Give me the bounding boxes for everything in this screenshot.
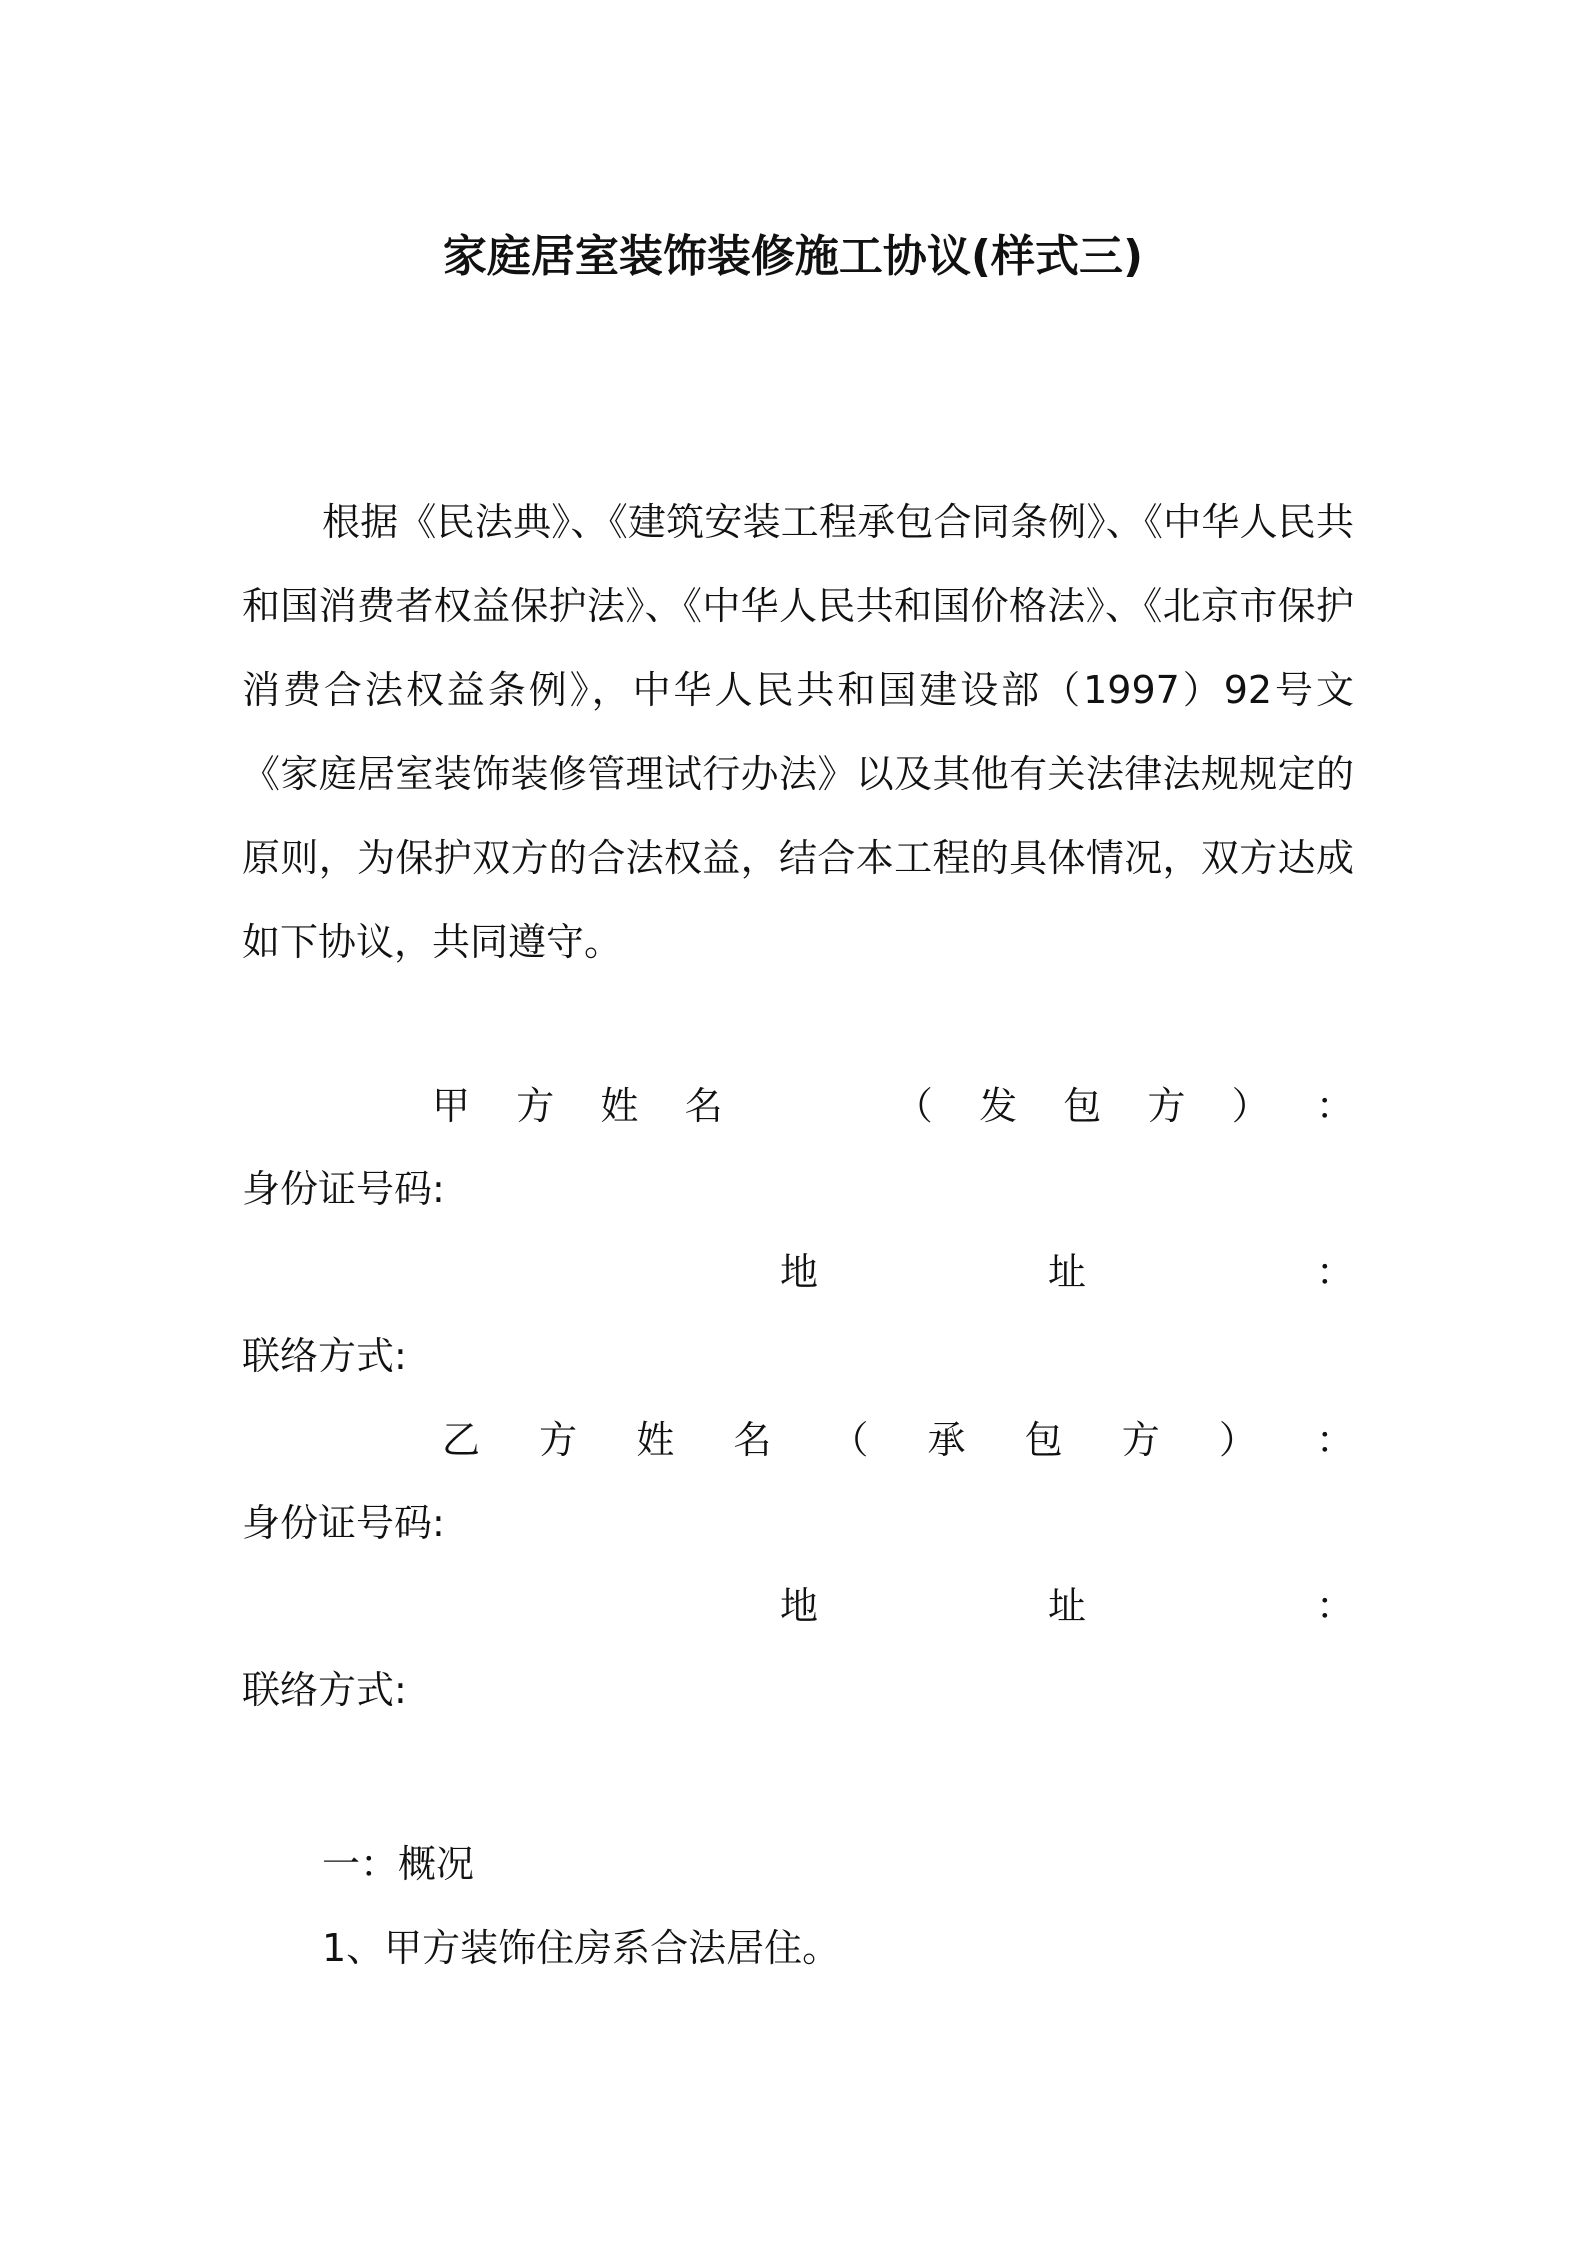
party-b-name-row [242, 1398, 1354, 1482]
party-a-char: 发 [979, 1084, 1018, 1128]
party-b-char: ： [1315, 1418, 1354, 1462]
party-a-char: 甲 [432, 1084, 471, 1128]
party-a-char: 包 [1063, 1084, 1102, 1128]
party-a-char: （ [894, 1084, 933, 1128]
party-a-char: 姓 [600, 1084, 639, 1128]
party-b-address-row [242, 1564, 1354, 1648]
party-b-char: 名 [733, 1418, 772, 1462]
party-a-char: 方 [516, 1084, 555, 1128]
party-b-char: 乙 [442, 1418, 481, 1462]
party-a-id-label: 身份证号码: [242, 1167, 445, 1211]
party-b-char: 方 [1121, 1418, 1160, 1462]
address-char: ： [1315, 1584, 1354, 1628]
party-a-char: ： [1315, 1084, 1354, 1128]
party-a-name-row [242, 1064, 1354, 1148]
section-heading: 一：概况 [322, 1842, 475, 1886]
party-b-contact-label: 联络方式: [242, 1668, 407, 1712]
address-char: 地 [780, 1584, 819, 1628]
address-char: 地 [780, 1250, 819, 1294]
spacer [769, 1064, 849, 1148]
party-a-contact-label: 联络方式: [242, 1334, 407, 1378]
party-b-char: 承 [927, 1418, 966, 1462]
address-char: 址 [1047, 1584, 1086, 1628]
section-item: 1、甲方装饰住房系合法居住。 [322, 1926, 841, 1970]
party-b-char: 包 [1024, 1418, 1063, 1462]
party-a-char: 名 [684, 1084, 723, 1128]
party-b-char: 方 [539, 1418, 578, 1462]
party-b-char: （ [830, 1418, 869, 1462]
party-b-char: 姓 [636, 1418, 675, 1462]
address-char: 址 [1047, 1250, 1086, 1294]
intro-paragraph: 根据《民法典》、《建筑安装工程承包合同条例》、《中华人民共和国消费者权益保护法》、《中华人民共和国价格法》、《北京市保护消费合法权益条例》，中华人民共和国建设部（1997）92号文《家庭居室装饰装修管理试行办法》以及其他有关法律法规规定的原则，为保护双方的合法权益，结合本工程的具体情况，双方达成如下协议，共同遵守。 [242, 500, 1354, 964]
party-a-char: 方 [1147, 1084, 1186, 1128]
party-b-id-label: 身份证号码: [242, 1501, 445, 1545]
document-title: 家庭居室装饰装修施工协议(样式三) [442, 231, 1144, 282]
address-char: ： [1315, 1250, 1354, 1294]
party-a-address-row [242, 1230, 1354, 1314]
party-b-char: ） [1218, 1418, 1257, 1462]
party-a-char: ） [1231, 1084, 1270, 1128]
